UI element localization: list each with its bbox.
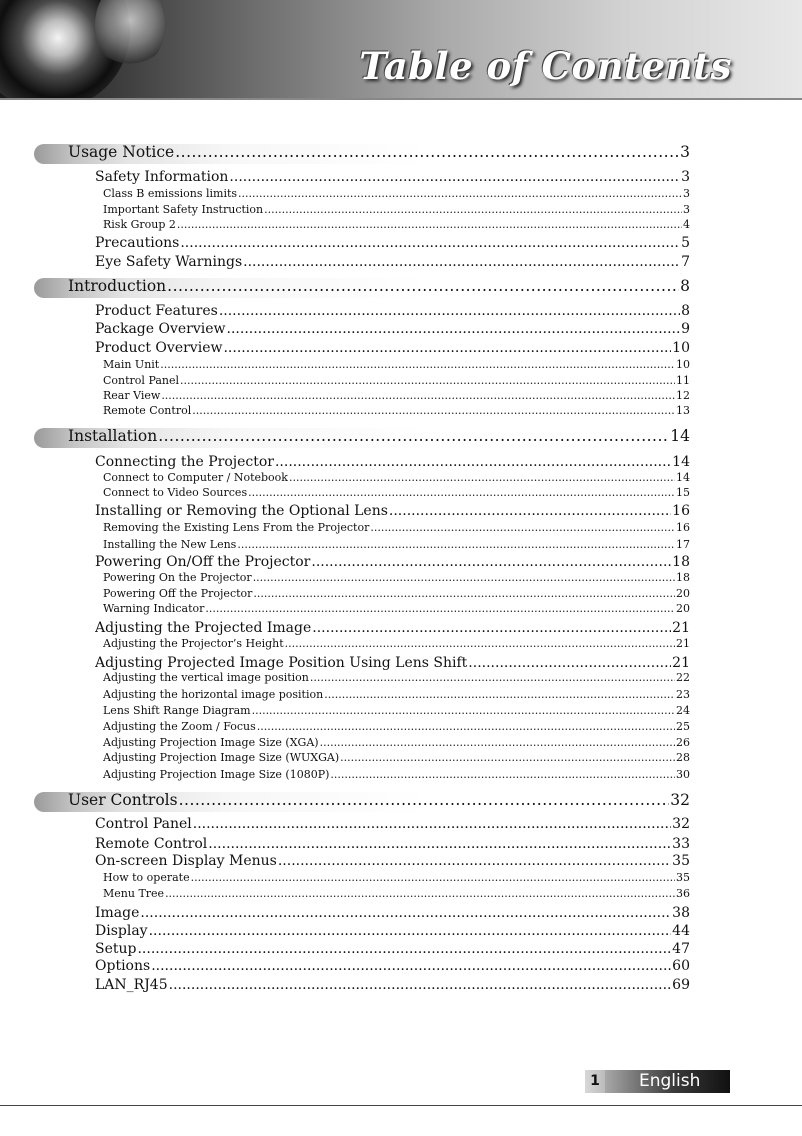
toc-leader-dots	[137, 941, 671, 957]
toc-entry-label: Product Features	[95, 303, 218, 319]
toc-entry-label: Menu Tree	[103, 887, 165, 900]
page-header	[0, 0, 802, 98]
toc-subentry[interactable]	[103, 751, 690, 764]
toc-entry[interactable]	[95, 169, 690, 185]
toc-leader-dots	[149, 923, 672, 939]
toc-subentry[interactable]	[103, 571, 690, 584]
toc-section[interactable]	[68, 277, 690, 295]
toc-entry-page: 22	[676, 671, 690, 684]
toc-leader-dots	[177, 218, 682, 231]
toc-entry-label: Adjusting the Projected Image	[95, 620, 312, 636]
toc-entry-page: 44	[672, 923, 690, 939]
toc-entry-page: 32	[672, 816, 690, 832]
toc-subentry[interactable]	[103, 203, 690, 216]
toc-entry-label: Class B emissions limits	[103, 187, 238, 200]
toc-leader-dots	[389, 503, 671, 519]
toc-entry-page: 21	[672, 655, 690, 671]
toc-leader-dots	[468, 655, 671, 671]
toc-leader-dots	[192, 404, 675, 417]
toc-entry-page: 14	[670, 427, 690, 445]
toc-entry-label: Adjusting the Projector’s Height	[103, 637, 284, 650]
toc-subentry[interactable]	[103, 374, 690, 387]
toc-entry-label: Powering Off the Projector	[103, 587, 253, 600]
toc-entry-label: Usage Notice	[68, 143, 175, 161]
toc-entry-label: Connecting the Projector	[95, 454, 274, 470]
toc-entry[interactable]	[95, 503, 690, 519]
language-label: English	[605, 1070, 730, 1093]
toc-entry-label: Installing the New Lens	[103, 538, 237, 551]
toc-entry-page: 12	[676, 389, 690, 402]
toc-entry-label: Display	[95, 923, 148, 939]
toc-entry-page: 32	[670, 791, 690, 809]
toc-entry-label: Risk Group 2	[103, 218, 176, 231]
toc-leader-dots	[238, 187, 682, 200]
toc-entry[interactable]	[95, 235, 690, 251]
toc-entry-page: 69	[672, 977, 690, 993]
toc-entry-page: 18	[676, 571, 690, 584]
toc-entry-page: 38	[672, 905, 690, 921]
toc-entry-page: 14	[676, 471, 690, 484]
toc-entry-label: Removing the Existing Lens From the Projector	[103, 521, 370, 534]
toc-leader-dots	[243, 254, 680, 270]
toc-entry-page: 20	[676, 602, 690, 615]
toc-entry-label: Adjusting the Zoom / Focus	[103, 720, 256, 733]
toc-subentry[interactable]	[103, 688, 690, 701]
toc-leader-dots	[252, 704, 675, 717]
toc-leader-dots	[175, 143, 679, 161]
toc-leader-dots	[275, 454, 671, 470]
toc-entry[interactable]	[95, 340, 690, 356]
toc-entry[interactable]	[95, 254, 690, 270]
toc-entry-page: 15	[676, 486, 690, 499]
toc-entry-page: 4	[683, 218, 690, 231]
toc-entry-label: Warning Indicator	[103, 602, 205, 615]
toc-subentry[interactable]	[103, 358, 690, 371]
toc-entry-page: 3	[683, 187, 690, 200]
toc-entry[interactable]	[95, 655, 690, 671]
toc-leader-dots	[208, 836, 671, 852]
toc-entry-label: Connect to Video Sources	[103, 486, 248, 499]
toc-entry[interactable]	[95, 454, 690, 470]
toc-entry-page: 16	[672, 503, 690, 519]
toc-entry-page: 3	[680, 143, 690, 161]
toc-entry-label: Setup	[95, 941, 137, 957]
toc-entry-label: Installation	[68, 427, 158, 445]
footer-page-tab	[585, 1070, 730, 1093]
toc-section[interactable]	[68, 791, 690, 809]
toc-entry-page: 8	[680, 277, 690, 295]
toc-subentry[interactable]	[103, 704, 690, 717]
toc-entry-page: 21	[676, 637, 690, 650]
toc-subentry[interactable]	[103, 671, 690, 684]
toc-leader-dots	[161, 389, 675, 402]
page-number: 1	[585, 1070, 605, 1093]
toc-subentry[interactable]	[103, 602, 690, 615]
page-title: Table of Contents	[359, 44, 732, 88]
toc-entry[interactable]	[95, 923, 690, 939]
toc-entry-label: On-screen Display Menus	[95, 853, 277, 869]
toc-entry[interactable]	[95, 905, 690, 921]
toc-entry-label: Adjusting Projection Image Size (XGA)	[103, 736, 319, 749]
toc-entry-page: 16	[676, 521, 690, 534]
toc-leader-dots	[227, 321, 681, 337]
toc-leader-dots	[370, 521, 675, 534]
toc-leader-dots	[324, 688, 675, 701]
toc-entry[interactable]	[95, 853, 690, 869]
toc-entry-page: 35	[672, 853, 690, 869]
toc-entry-label: Remote Control	[95, 836, 208, 852]
toc-leader-dots	[257, 720, 675, 733]
toc-leader-dots	[278, 853, 671, 869]
toc-leader-dots	[151, 958, 671, 974]
toc-entry-page: 8	[681, 303, 690, 319]
toc-entry-label: LAN_RJ45	[95, 977, 168, 993]
toc-entry-page: 26	[676, 736, 690, 749]
toc-entry-label: Adjusting Projected Image Position Using Lens Shift	[95, 655, 468, 671]
toc-subentry[interactable]	[103, 471, 690, 484]
toc-entry-page: 23	[676, 688, 690, 701]
toc-leader-dots	[158, 427, 669, 445]
toc-entry[interactable]	[95, 303, 690, 319]
toc-entry-page: 33	[672, 836, 690, 852]
toc-entry[interactable]	[95, 958, 690, 974]
footer-divider	[0, 1105, 802, 1106]
toc-leader-dots	[223, 340, 671, 356]
toc-entry[interactable]	[95, 620, 690, 636]
toc-entry-page: 20	[676, 587, 690, 600]
toc-leader-dots	[320, 736, 675, 749]
toc-leader-dots	[264, 203, 682, 216]
toc-leader-dots	[330, 768, 675, 781]
toc-leader-dots	[205, 602, 675, 615]
toc-entry-page: 7	[681, 254, 690, 270]
toc-leader-dots	[248, 486, 675, 499]
toc-leader-dots	[180, 374, 675, 387]
toc-leader-dots	[179, 791, 670, 809]
toc-entry-page: 47	[672, 941, 690, 957]
toc-leader-dots	[237, 538, 675, 551]
toc-entry-page: 25	[676, 720, 690, 733]
toc-entry-page: 35	[676, 871, 690, 884]
toc-entry-label: Introduction	[68, 277, 167, 295]
toc-entry-page: 5	[681, 235, 690, 251]
toc-entry-label: Precautions	[95, 235, 180, 251]
toc-entry-page: 11	[676, 374, 690, 387]
toc-leader-dots	[229, 169, 680, 185]
toc-entry-label: Remote Control	[103, 404, 192, 417]
toc-subentry[interactable]	[103, 404, 690, 417]
toc-subentry[interactable]	[103, 187, 690, 200]
toc-leader-dots	[193, 816, 671, 832]
toc-subentry[interactable]	[103, 521, 690, 534]
toc-entry-page: 17	[676, 538, 690, 551]
toc-entry-label: Safety Information	[95, 169, 229, 185]
toc-entry-page: 13	[676, 404, 690, 417]
toc-entry-label: Lens Shift Range Diagram	[103, 704, 251, 717]
toc-entry-page: 36	[676, 887, 690, 900]
toc-entry-label: Image	[95, 905, 140, 921]
toc-entry-label: Options	[95, 958, 151, 974]
toc-entry[interactable]	[95, 816, 690, 832]
toc-subentry[interactable]	[103, 538, 690, 551]
toc-entry-label: Connect to Computer / Notebook	[103, 471, 288, 484]
toc-leader-dots	[165, 887, 675, 900]
toc-entry-page: 3	[681, 169, 690, 185]
toc-subentry[interactable]	[103, 389, 690, 402]
toc-subentry[interactable]	[103, 587, 690, 600]
toc-leader-dots	[340, 751, 675, 764]
toc-leader-dots	[253, 571, 675, 584]
toc-entry-page: 9	[681, 321, 690, 337]
toc-entry-label: Eye Safety Warnings	[95, 254, 243, 270]
toc-entry[interactable]	[95, 977, 690, 993]
toc-section[interactable]	[68, 143, 690, 161]
toc-leader-dots	[180, 235, 680, 251]
toc-entry-label: Installing or Removing the Optional Lens	[95, 503, 388, 519]
toc-leader-dots	[169, 977, 672, 993]
toc-entry-label: Adjusting the vertical image position	[103, 671, 309, 684]
toc-entry-label: Powering On the Projector	[103, 571, 252, 584]
toc-subentry[interactable]	[103, 218, 690, 231]
toc-entry[interactable]	[95, 836, 690, 852]
toc-entry-label: User Controls	[68, 791, 178, 809]
toc-subentry[interactable]	[103, 871, 690, 884]
toc-section[interactable]	[68, 427, 690, 445]
toc-entry-label: Product Overview	[95, 340, 223, 356]
toc-entry-label: Package Overview	[95, 321, 226, 337]
toc-entry[interactable]	[95, 321, 690, 337]
toc-entry-page: 14	[672, 454, 690, 470]
toc-leader-dots	[285, 637, 675, 650]
toc-leader-dots	[311, 554, 671, 570]
toc-subentry[interactable]	[103, 768, 690, 781]
toc-entry-label: Important Safety Instruction	[103, 203, 264, 216]
toc-entry-page: 18	[672, 554, 690, 570]
toc-leader-dots	[253, 587, 675, 600]
toc-entry-label: Adjusting Projection Image Size (1080P)	[103, 768, 330, 781]
toc-entry-label: Control Panel	[103, 374, 180, 387]
toc-entry-label: Rear View	[103, 389, 161, 402]
toc-entry-page: 10	[672, 340, 690, 356]
toc-entry-page: 24	[676, 704, 690, 717]
toc-subentry[interactable]	[103, 637, 690, 650]
toc-leader-dots	[167, 277, 679, 295]
toc-entry-label: Control Panel	[95, 816, 192, 832]
toc-subentry[interactable]	[103, 736, 690, 749]
toc-entry-page: 60	[672, 958, 690, 974]
toc-subentry[interactable]	[103, 720, 690, 733]
toc-leader-dots	[312, 620, 671, 636]
header-divider	[0, 98, 802, 100]
toc-entry-label: Adjusting the horizontal image position	[103, 688, 324, 701]
toc-entry-page: 21	[672, 620, 690, 636]
toc-entry-page: 28	[676, 751, 690, 764]
toc-leader-dots	[289, 471, 675, 484]
toc-leader-dots	[191, 871, 675, 884]
toc-subentry[interactable]	[103, 486, 690, 499]
toc-entry-page: 3	[683, 203, 690, 216]
toc-entry[interactable]	[95, 941, 690, 957]
toc-entry-label: Adjusting Projection Image Size (WUXGA)	[103, 751, 340, 764]
toc-leader-dots	[140, 905, 671, 921]
toc-entry-label: Powering On/Off the Projector	[95, 554, 311, 570]
toc-entry[interactable]	[95, 554, 690, 570]
toc-leader-dots	[219, 303, 680, 319]
toc-entry-page: 10	[676, 358, 690, 371]
toc-entry-label: Main Unit	[103, 358, 160, 371]
toc-leader-dots	[310, 671, 675, 684]
toc-entry-label: How to operate	[103, 871, 190, 884]
toc-subentry[interactable]	[103, 887, 690, 900]
toc-entry-page: 30	[676, 768, 690, 781]
toc-leader-dots	[160, 358, 675, 371]
